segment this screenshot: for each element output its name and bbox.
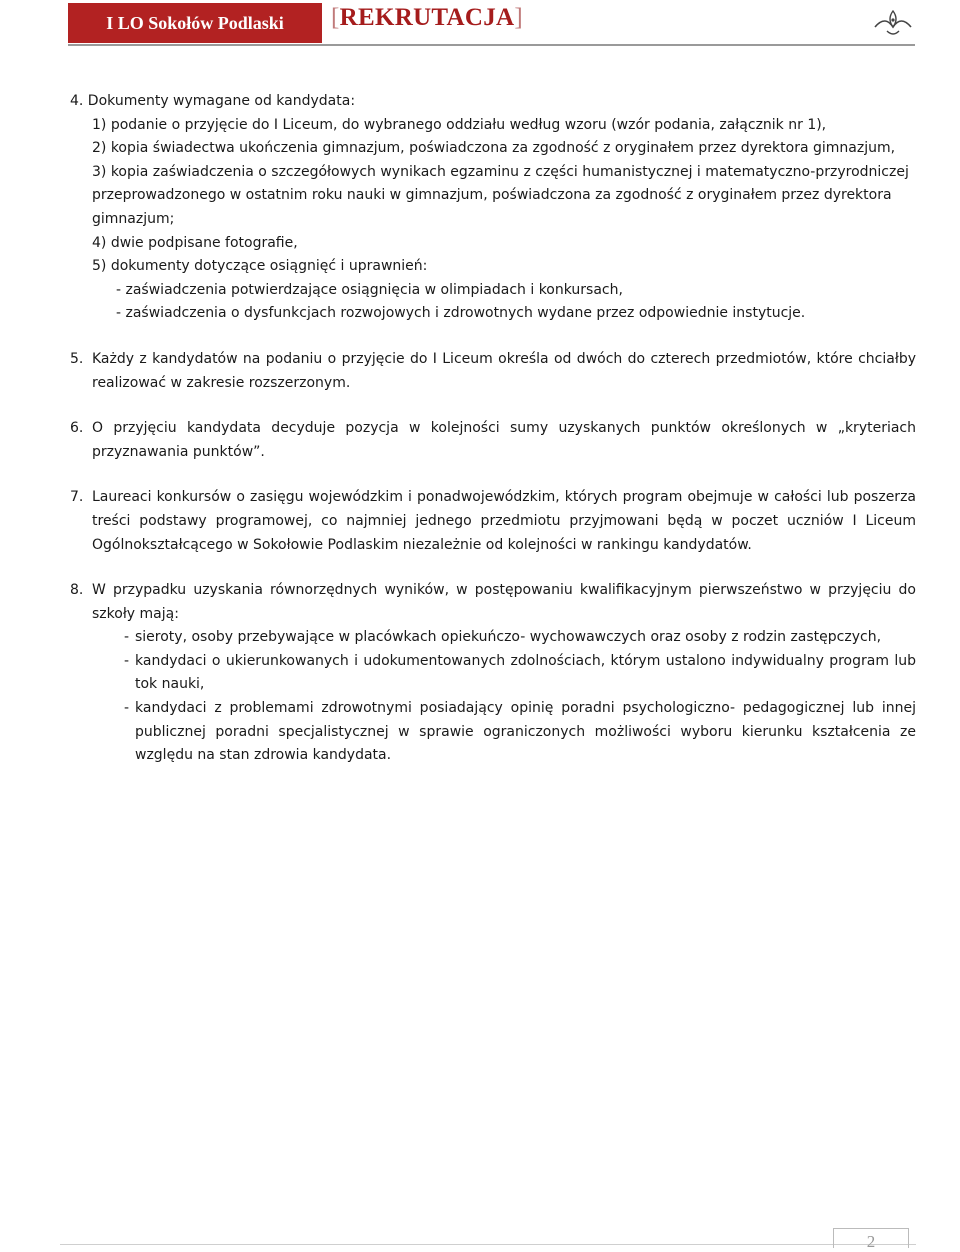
- document-body: [70, 90, 916, 768]
- section-4-line: 3) kopia zaświadczenia o szczegółowych wynikach egzaminu z części humanistycznej i matematyczno-przyrodniczej przeprowadzonego w ostatnim roku nauki w gimnazjum, poświadczona za zgodność z oryginałem przez dyrektora gimnazjum;: [92, 163, 909, 227]
- section-6: [70, 417, 916, 464]
- header-divider: [68, 44, 915, 46]
- section-4-subitem: - zaświadczenia o dysfunkcjach rozwojowych i zdrowotnych wydane przez odpowiednie instytucje.: [116, 305, 806, 322]
- item-number: 6.: [70, 420, 84, 437]
- section-8-subitem: [92, 626, 916, 650]
- section-4-line: 1) podanie o przyjęcie do I Liceum, do wybranego oddziału według wzoru (wzór podania, załącznik nr 1),: [92, 116, 827, 133]
- footer-divider: [60, 1244, 916, 1245]
- section-8-subitem: [92, 697, 916, 768]
- list-dash: -: [123, 629, 129, 646]
- list-dash: -: [123, 700, 129, 717]
- page-number: 2: [833, 1228, 909, 1248]
- ornament-logo-icon: [873, 7, 913, 37]
- school-name: I LO Sokołów Podlaski: [106, 12, 284, 33]
- item-number: 5.: [70, 350, 84, 367]
- list-dash: -: [123, 652, 129, 669]
- header-title: [331, 4, 523, 32]
- section-8-intro: W przypadku uzyskania równorzędnych wyników, w postępowaniu kwalifikacyjnym pierwszeństwo w przyjęciu do szkoły mają:: [92, 582, 916, 622]
- subitem-text: kandydaci o ukierunkowanych i udokumentowanych zdolnościach, którym ustalono indywidualny program lub tok nauki,: [135, 652, 916, 693]
- school-name-box: [68, 3, 322, 43]
- section-4-line: 5) dokumenty dotyczące osiągnięć i uprawnień:: [92, 258, 428, 275]
- item-text: O przyjęciu kandydata decyduje pozycja w kolejności sumy uzyskanych punktów określonych w „kryteriach przyznawania punktów”.: [92, 420, 916, 460]
- section-4-subitem: - zaświadczenia potwierdzające osiągnięcia w olimpiadach i konkursach,: [116, 281, 623, 298]
- section-4-line: 2) kopia świadectwa ukończenia gimnazjum, poświadczona za zgodność z oryginałem przez dyrektora gimnazjum,: [92, 140, 896, 157]
- item-text: Każdy z kandydatów na podaniu o przyjęcie do I Liceum określa od dwóch do czterech przedmiotów, które chciałby realizować w zakresie rozszerzonym.: [92, 350, 916, 391]
- item-number: 7.: [70, 489, 84, 506]
- section-5: [70, 348, 916, 395]
- section-4: [70, 90, 916, 326]
- section-8-subitem: [92, 650, 916, 697]
- section-4-heading: 4. Dokumenty wymagane od kandydata:: [70, 93, 356, 109]
- item-text: [92, 579, 916, 768]
- section-4-line: 4) dwie podpisane fotografie,: [92, 234, 298, 251]
- item-text: Laureaci konkursów o zasięgu wojewódzkim i ponadwojewódzkim, których program obejmuje w całości lub poszerza treści podstawy programowej, co najmniej jednego przedmiotu przyjmowani będą w poczet uczniów I Liceum Ogólnokształcącego w Sokołowie Podlaskim niezależnie od kolejności w rankingu kandydatów.: [92, 489, 916, 553]
- item-number: 8.: [70, 582, 84, 599]
- section-7: [70, 486, 916, 557]
- title-text: REKRUTACJA: [339, 4, 515, 31]
- subitem-text: kandydaci z problemami zdrowotnymi posiadający opinię poradni psychologiczno- pedagogicznej lub innej publicznej poradni specjalistycznej w sprawie ograniczonych możliwości wyboru kierunku kształcenia ze względu na stan zdrowia kandydata.: [135, 700, 916, 764]
- subitem-text: sieroty, osoby przebywające w placówkach opiekuńczo- wychowawczych oraz osoby z rodzin zastępczych,: [135, 629, 882, 646]
- page-header: [68, 3, 915, 43]
- title-bracket-open: [: [331, 4, 340, 31]
- title-bracket-close: ]: [514, 4, 524, 31]
- section-8: [70, 579, 916, 768]
